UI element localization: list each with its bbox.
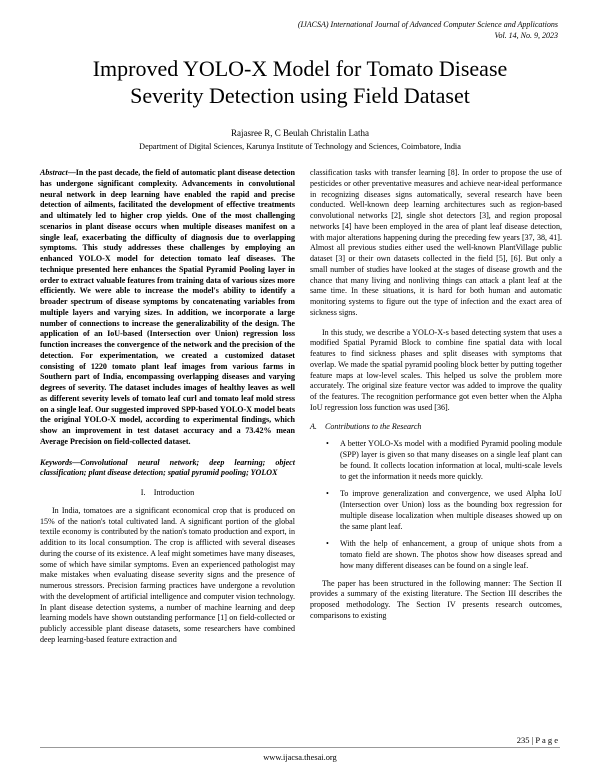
contributions-heading: A. Contributions to the Research (310, 421, 422, 431)
keywords-label: Keywords (40, 457, 73, 467)
contribution-item (326, 489, 562, 532)
bullet-icon: • (326, 439, 329, 449)
journal-name: (IJACSA) International Journal of Advanced Computer Science and Applications (297, 20, 558, 29)
paper-structure-paragraph: The paper has been structured in the following manner: The Section II provides a summary of the existing literature. The Section III describes the proposed methodology. The Section IV presents research outcomes, comparisons to existing (310, 578, 562, 620)
keywords-text: —Convolutional neural network; deep learning; object classification; plant disease detection; spatial pyramid pooling; YOLOX (40, 457, 295, 478)
journal-volume: Vol. 14, No. 9, 2023 (494, 31, 558, 40)
paper-authors: Rajasree R, C Beulah Christalin Latha (231, 128, 369, 138)
contributions-list (310, 439, 562, 571)
introduction-paragraph-1: In India, tomatoes are a significant economical crop that is produced on 15% of the nation's total cultivated land. A significant portion of the global textile economy is contributed by the nation's tomato production and export, in addition to its local consumption. The crop is afflicted with several diseases during the course of its existence. A leaf might sometimes have many diseases, some of which have similar symptoms. Even an experienced pathologist may make mistakes when evaluating disease severity signs and the presence of numerous stressors. Precision farming practices have undergone a revolution with the development of artificial intelligence and computer vision technology. In plant disease detection systems, a number of machine learning and deep learning models have shown outstanding performance [1] on field-collected or publicly accessible plant disease datasets, some researchers have combined deep learning-based feature extraction and (40, 505, 295, 644)
introduction-heading: I. Introduction (140, 488, 195, 497)
paper-title (40, 55, 560, 109)
bullet-icon: • (326, 539, 329, 549)
left-column (40, 168, 295, 646)
footer-divider (40, 747, 560, 748)
contribution-text: With the help of enhancement, a group of unique shots from a tomato field are shown. The photos show how diseases spread and how many different diseases can be found on a single leaf. (340, 539, 562, 570)
journal-header (298, 19, 558, 41)
contribution-text: To improve generalization and convergence, we used Alpha IoU (Intersection over Union) loss as the bounding box regression for multiple disease localization when multiple diseases showed up on the same plant leaf. (340, 489, 562, 531)
abstract (40, 168, 295, 448)
abstract-label: Abstract (40, 168, 68, 177)
bullet-icon: • (326, 489, 329, 499)
contribution-text: A better YOLO-Xs model with a modified Pyramid pooling module (SPP) layer is given so that many diseases on a single leaf plant can be found. It collects location information at local, multi-scale levels to get the information it needs more quickly. (340, 439, 562, 481)
right-column (310, 168, 562, 622)
keywords (40, 458, 295, 480)
introduction-paragraph-1-continued: classification tasks with transfer learning [8]. In order to propose the use of pesticides or other preventative measures and achieve near-ideal performance in recognizing diseases signs automatically, several research have been conducted. Well-known deep learning architectures such as region-based convolutional networks [2], single shot detectors [3], and region proposal networks [4] have been employed in the area of plant leaf disease detection, with major alterations happening during the preceding few years [37, 38, 41]. Almost all previous studies either used the well-known PlantVillage public dataset [3] or their own datasets collected in the field [5], [6]. But only a small number of studies have looked at the stages of disease growth and the chance that many living and nonliving things can attack a plant leaf at the same time. In these situations, it is hard for both human and automatic monitoring systems to figure out the type of infection and the exact area of sickness signs. (310, 168, 562, 317)
journal-url[interactable]: www.ijacsa.thesai.org (263, 753, 337, 762)
paper-title-line-2: Severity Detection using Field Dataset (130, 83, 470, 108)
introduction-paragraph-2: In this study, we describe a YOLO-X-s based detecting system that uses a modified Spatial Pyramid Block to combine fine spatial data with local features to find sickness phases and split diseases with symptoms that overlap. We made the spatial pyramid pooling block better by putting together feature maps at low-level scales. This helped us solve the problem more accurately. The original size feature vector was added to improve the quality of the features. The recognition performance got even better when the Alpha IoU regression loss function was used [36]. (310, 327, 562, 412)
paper-affiliation: Department of Digital Sciences, Karunya Institute of Technology and Sciences, Coimbatore, India (139, 142, 461, 151)
page-number: 235 | P a g e (516, 735, 558, 745)
contribution-item (326, 539, 562, 571)
contribution-item (326, 439, 562, 482)
paper-title-line-1: Improved YOLO-X Model for Tomato Disease (92, 56, 508, 81)
abstract-text: —In the past decade, the field of automatic plant disease detection has undergone significant complexity. Advancements in convolutional neural network in deep learning have enabled the rapid and precise detection of ailments, facilitated the development of effective treatments and ultimately led to higher crop yields. One of the most challenging scenarios in plant disease occurs when multiple diseases manifest on a single leaf, exacerbating the difficulty of diagnosis due to overlapping symptoms. This study addresses these challenges by employing an enhanced YOLO-X model for detection tomato leaf diseases. The technique presented here enhances the Spatial Pyramid Pooling layer in order to extract valuable features from training data of various sizes more efficiently. We were able to increase the model's ability to identify a broader spectrum of disease symptoms by concatenating variables from multiple layers and varying sizes. In addition, we incorporate a large number of connections to increase the generalizability of the design. The application of an IoU-based (Intersection over Union) regression loss function increases the convergence of the network and the precision of the detection. For experimentation, we created a customized dataset consisting of 1220 tomato plant leaf images from various farms in Southern part of India, encompassing overlapping diseases and varying degrees of severity. The dataset includes images of healthy leaves as well as different severity levels of tomato leaf curl and tomato leaf mold stress on a single leaf. Our suggested improved SPP-based YOLO-X model beats the original YOLO-X model, according to experimental findings, which show an improvement in test dataset accuracy and a 73.42% mean Average Precision on field-collected dataset. (40, 168, 295, 446)
